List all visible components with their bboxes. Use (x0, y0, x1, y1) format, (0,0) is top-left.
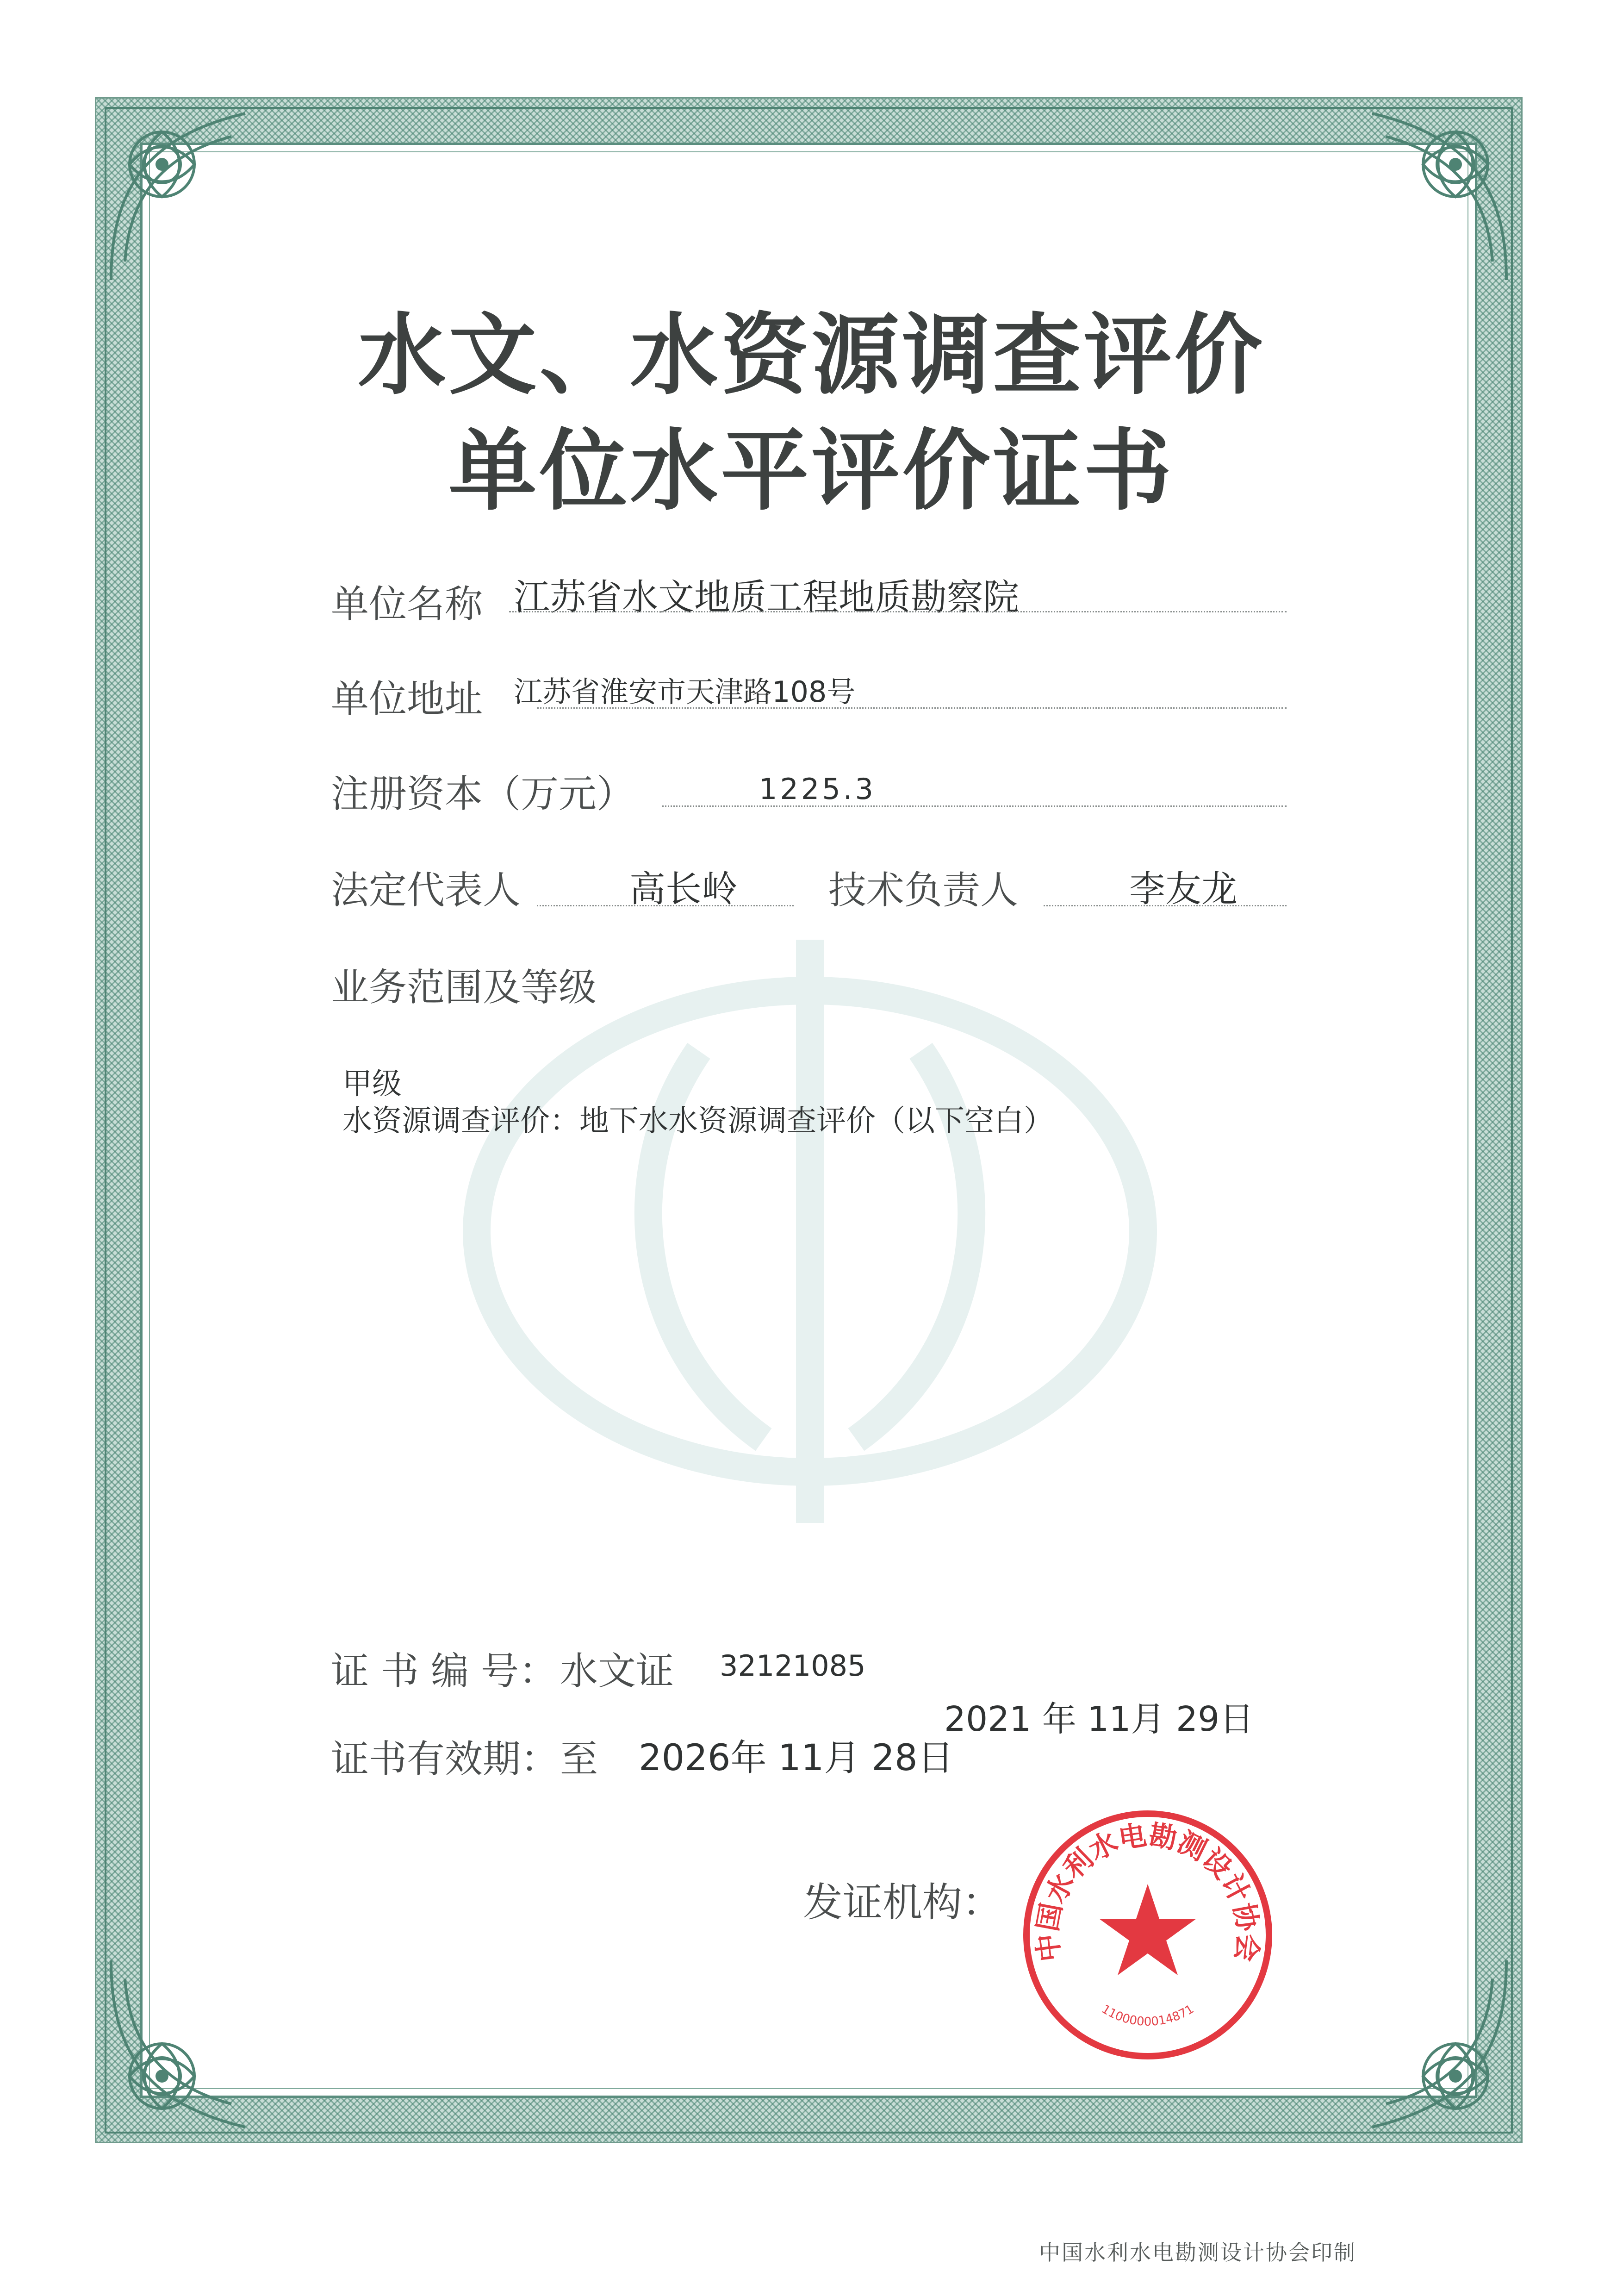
certificate-title-line1: 水文、水资源调查评价 (358, 304, 1265, 406)
capital-label: 注册资本（万元） (331, 772, 635, 816)
svg-text:1100000014871 (1099, 2002, 1196, 2029)
cert-number-value: 32121085 (720, 1649, 866, 1683)
legal-rep-label: 法定代表人 (331, 868, 521, 912)
seal-text: 中国水利水电勘测设计协会 (1031, 1819, 1264, 1964)
unit-name-value: 江苏省水文地质工程地质勘察院 (514, 577, 1020, 618)
unit-name-underline (509, 611, 1287, 612)
watermark-emblem-icon (440, 930, 1180, 1532)
corner-ornament-icon (93, 1942, 296, 2146)
tech-lead-label: 技术负责人 (828, 868, 1019, 912)
legal-rep-value: 高长岭 (629, 868, 738, 910)
scope-label: 业务范围及等级 (331, 966, 597, 1010)
unit-address-value: 江苏省淮安市天津路108号 (514, 675, 856, 709)
cert-number-prefix: 水文证 (560, 1649, 674, 1693)
seal-number: 1100000014871 (1099, 2002, 1197, 2029)
capital-underline (662, 805, 1287, 807)
validity-prefix: 至 (560, 1737, 598, 1781)
official-seal-stamp (1016, 1803, 1280, 2067)
tech-lead-underline (1044, 905, 1287, 906)
printer-credit: 中国水利水电勘测设计协会印制 (1039, 2240, 1356, 2265)
corner-ornament-icon (93, 95, 296, 299)
scope-grade: 甲级 (342, 1067, 402, 1101)
capital-value: 1225.3 (759, 772, 876, 806)
unit-address-label: 单位地址 (331, 677, 483, 721)
tech-lead-value: 李友龙 (1129, 868, 1238, 910)
legal-rep-underline (537, 905, 794, 906)
certificate-title-line2: 单位水平评价证书 (448, 420, 1175, 522)
validity-date: 2026年 11月 28日 (639, 1737, 954, 1779)
unit-address-underline (537, 707, 1287, 709)
corner-ornament-icon (1321, 1942, 1525, 2146)
corner-ornament-icon (1321, 95, 1525, 299)
validity-label: 证书有效期： (331, 1737, 559, 1781)
cert-number-label: 证 书 编 号： (331, 1649, 557, 1693)
scope-content: 水资源调查评价：地下水水资源调查评价（以下空白） (342, 1104, 1053, 1138)
issue-date: 2021 年 11月 29日 (944, 1699, 1254, 1739)
issuer-label: 发证机构： (803, 1879, 1002, 1926)
unit-name-label: 单位名称 (331, 582, 483, 626)
